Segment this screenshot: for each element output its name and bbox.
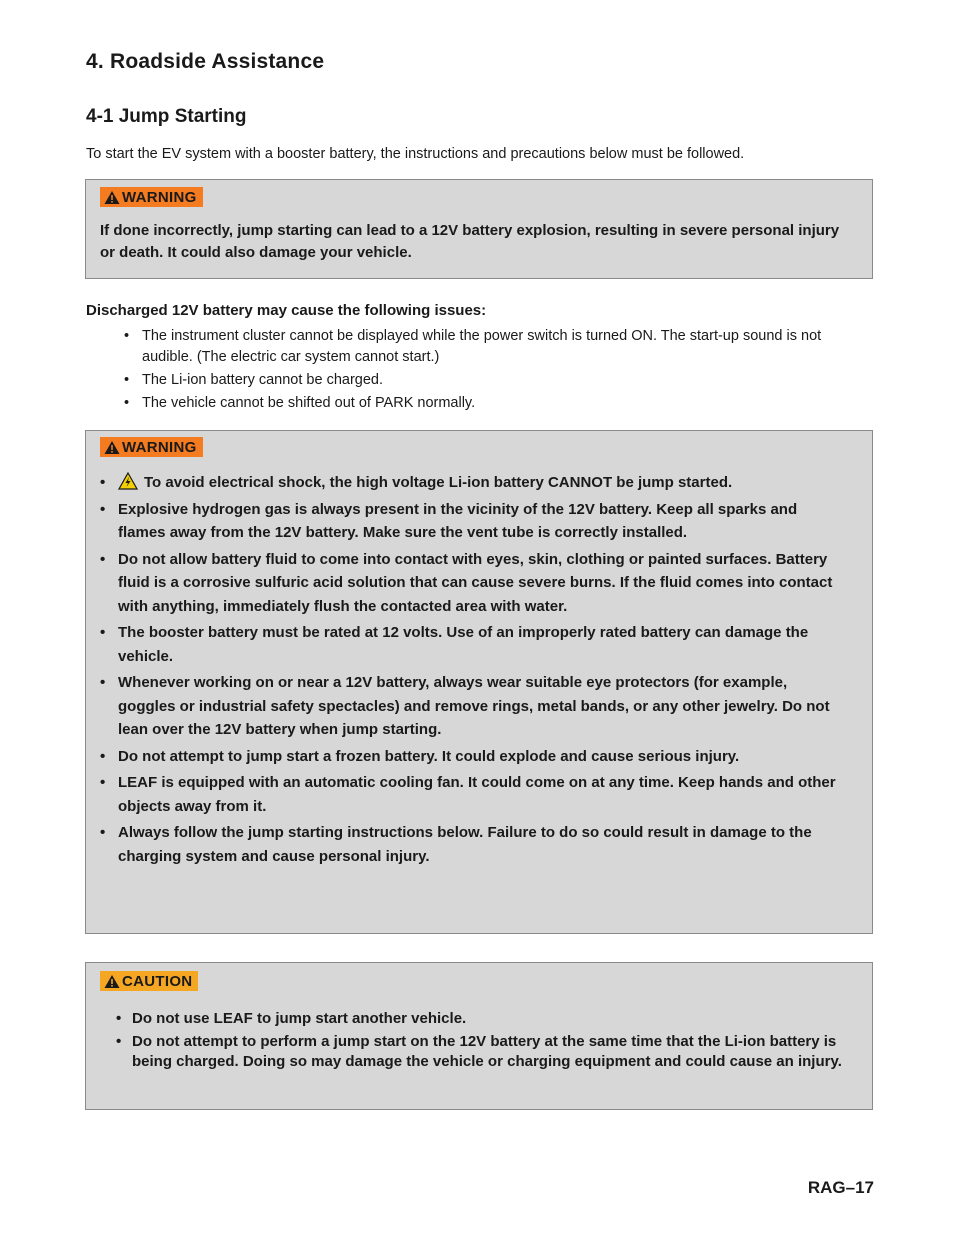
high-voltage-icon — [118, 472, 138, 490]
warning-badge — [100, 437, 203, 457]
caution-list — [88, 1009, 848, 1075]
bullet: • — [124, 328, 130, 344]
bullet: • — [124, 395, 130, 411]
warning-label: WARNING — [122, 438, 197, 456]
bullet: • — [100, 474, 106, 491]
list-item-text: The booster battery must be rated at 12 volts. Use of an improperly rated battery can damage the vehicle. — [118, 624, 809, 665]
bullet: • — [116, 1010, 122, 1027]
list-item — [88, 498, 848, 545]
list-item-text: Do not allow battery fluid to come into contact with eyes, skin, clothing or painted surfaces. Battery fluid is a corrosive sulfuric acid solution that can cause severe burns. If the fluid comes into contact with anything, immediately flush the contacted area with water. — [118, 550, 833, 615]
list-item — [88, 548, 848, 619]
caution-badge — [100, 971, 198, 991]
intro-text: To start the EV system with a booster battery, the instructions and precautions below must be followed. — [86, 146, 745, 162]
issues-list — [86, 326, 846, 416]
list-item-text: The Li-ion battery cannot be charged. — [142, 372, 384, 388]
list-item-text: The vehicle cannot be shifted out of PARK normally. — [142, 395, 476, 411]
warning-triangle-icon — [104, 190, 120, 205]
bullet: • — [100, 824, 106, 841]
caution-box — [85, 962, 873, 1110]
warning-triangle-icon — [104, 974, 120, 989]
bullet: • — [100, 674, 106, 691]
list-item-text: The instrument cluster cannot be displayed while the power switch is turned ON. The start-up sound is not audible. (The electric car system cannot start.) — [142, 328, 822, 365]
list-item — [88, 821, 848, 868]
list-item-text: Do not use LEAF to jump start another vehicle. — [132, 1010, 467, 1027]
subsection-title: 4-1 Jump Starting — [86, 106, 247, 127]
warning-box-precautions — [85, 430, 873, 934]
bullet: • — [100, 500, 106, 518]
warning-badge — [100, 187, 203, 207]
list-item-text: LEAF is equipped with an automatic cooling fan. It could come on at any time. Keep hands and other objects away from it. — [118, 774, 836, 815]
caution-label: CAUTION — [122, 972, 193, 990]
warning-label: WARNING — [122, 188, 197, 206]
bullet: • — [100, 550, 106, 568]
list-item-text: To avoid electrical shock, the high voltage Li-ion battery CANNOT be jump started. — [144, 474, 733, 491]
list-item — [88, 771, 848, 818]
list-item-text: Whenever working on or near a 12V battery, always wear suitable eye protectors (for example, goggles or industrial safety spectacles) and remove rings, metal bands, or any other jewelry. Do not lean over the 12V battery when jump starting. — [118, 674, 830, 738]
bullet: • — [100, 774, 106, 791]
list-item-text: Always follow the jump starting instructions below. Failure to do so could result in damage to the charging system and cause personal injury. — [118, 824, 812, 865]
list-item — [88, 671, 848, 742]
page-number: RAG–17 — [807, 1178, 874, 1197]
list-item-text: Do not attempt to jump start a frozen battery. It could explode and cause serious injury. — [118, 747, 740, 765]
bullet: • — [100, 747, 106, 765]
list-item — [86, 370, 846, 391]
bullet: • — [116, 1033, 122, 1050]
warning-text: If done incorrectly, jump starting can lead to a 12V battery explosion, resulting in severe personal injury or death. It could also damage your vehicle. — [100, 222, 840, 261]
list-item — [88, 745, 848, 769]
list-item — [88, 1032, 848, 1072]
list-item — [86, 326, 846, 368]
bullet: • — [100, 624, 106, 641]
list-item — [88, 621, 848, 668]
warning-box-explosion — [85, 179, 873, 279]
list-item — [86, 393, 846, 414]
warning-list — [88, 471, 848, 871]
bullet: • — [124, 372, 130, 388]
warning-triangle-icon — [104, 440, 120, 455]
list-item-text: Explosive hydrogen gas is always present in the vicinity of the 12V battery. Keep all sparks and flames away from the 12V battery. Make sure the vent tube is correctly installed. — [118, 500, 798, 541]
list-item-text: Do not attempt to perform a jump start on the 12V battery at the same time that the Li-ion battery is being charged. Doing so may damage the vehicle or charging equipment and could cause an injury. — [132, 1033, 842, 1070]
issues-title: Discharged 12V battery may cause the following issues: — [86, 302, 487, 319]
section-title: 4. Roadside Assistance — [86, 50, 325, 73]
list-item — [88, 1009, 848, 1029]
list-item — [88, 471, 848, 495]
